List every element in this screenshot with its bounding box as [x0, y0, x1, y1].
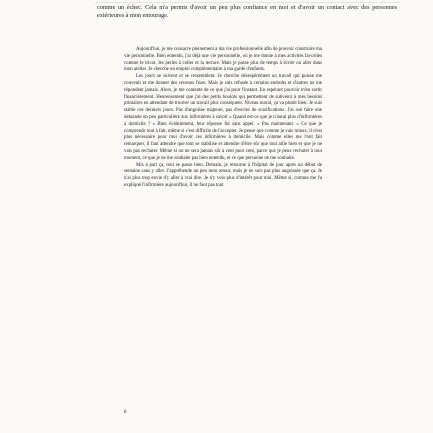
- top-edge-rule: [95, 2, 400, 3]
- body-paragraph: Mis à part ça, tout se passe bien. Demain, je retourne à l'hôpital de jour après un début de semaine sans y aller. J'appréhende un peu mon retour, mais je ne suis pas plus angoissée que ça. Je n'ai plus trop envie d'y aller à vrai dire. Je n'y vois plus d'intérêt pour moi. Même si, comme me l'a expliqué l'infirmière aujourd'hui, il ne faut pas tout: [124, 162, 322, 188]
- body-text: [124, 47, 322, 190]
- page-number: 8: [124, 410, 127, 415]
- top-continuation-paragraph: [97, 4, 397, 21]
- top-paragraph-text: comme un échec. Cela m'a permis d'avoir un peu plus confiance en moi et d'avoir un contact avec des personnes extérieures à mon entourage.: [97, 4, 397, 20]
- body-paragraph: Aujourd'hui, je me consacre pleinement à ma vie professionnelle afin de pouvoir construire ma vie personnelle. Bien entendu, j'ai déjà une vie personnelle, où je me donne à mes activités favorites comme le tricot, les perles à coller et la lecture. Mais je passe plus de temps à écrire ou aller dans mon atelier. Je cherche un emploi complémentaire à ma garde d'enfants.: [124, 47, 322, 73]
- body-paragraph: Les jours se suivent et se ressemblent. Je cherche désespérément un travail qui puisse me convenir et me donner des revenus fixes. Mais je suis refusée à certains endroits et d'autres ne me répondent jamais. Alors, je me contente de ce que j'ai pour l'instant. En espérant pouvoir m'en sortir financièrement. Heureusement que j'ai des petits boulots qui permettent de subvenir à mes besoins primaires en attendant de trouver un travail plus conséquent. Niveau moral, ça va plutôt bien. Je suis stable ces derniers jours. Pas d'angoisse majeure, pas d'envies de scarifications. J'ai osé faire une demande un peu particulière aux infirmières à savoir « Quand est-ce que je n'aurai plus d'infirmières à domicile ? » Bien évidemment, leur réponse fut sans appel. « Pas maintenant. » Ce que je comprends tout à fait, même si c'est difficile de l'accepter. Je pense que comme je vais mieux, il n'est plus nécessaire pour moi d'avoir ces infirmières à domicile. Mais comme elles me l'ont fait remarquer, il faut attendre que tout se stabilise et attendre d'être sûr que tout aille bien et que je ne vais pas rechuter. Même si on ne sera jamais sûr à cent pour cent, parce que je peux rechuter à tout moment, ce que je ne me souhaite pas bien entendu, et ce que personne ne me souhaite.: [124, 74, 322, 161]
